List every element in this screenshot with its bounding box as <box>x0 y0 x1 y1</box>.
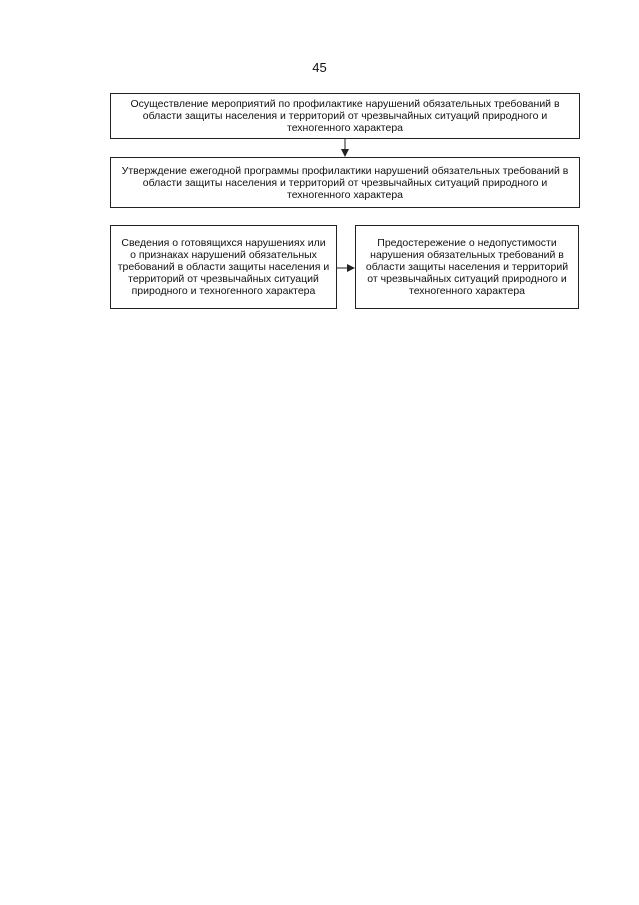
flowchart-box-violation-information: Сведения о готовящихся нарушениях или о признаках нарушений обязательных требований в области защиты населения и территорий от чрезвычайных ситуаций природного и техногенного характера <box>110 225 337 309</box>
flowchart-box-prevention-measures: Осуществление мероприятий по профилактике нарушений обязательных требований в области защиты населения и территорий от чрезвычайных ситуаций природного и техногенного характера <box>110 93 580 139</box>
page-number: 45 <box>312 60 327 75</box>
flowchart-box-annual-program: Утверждение ежегодной программы профилактики нарушений обязательных требований в области защиты населения и территорий от чрезвычайных ситуаций природного и техногенного характера <box>110 157 580 208</box>
flowchart-box-warning: Предостережение о недопустимости нарушения обязательных требований в области защиты населения и территорий от чрезвычайных ситуаций природного и техногенного характера <box>355 225 579 309</box>
